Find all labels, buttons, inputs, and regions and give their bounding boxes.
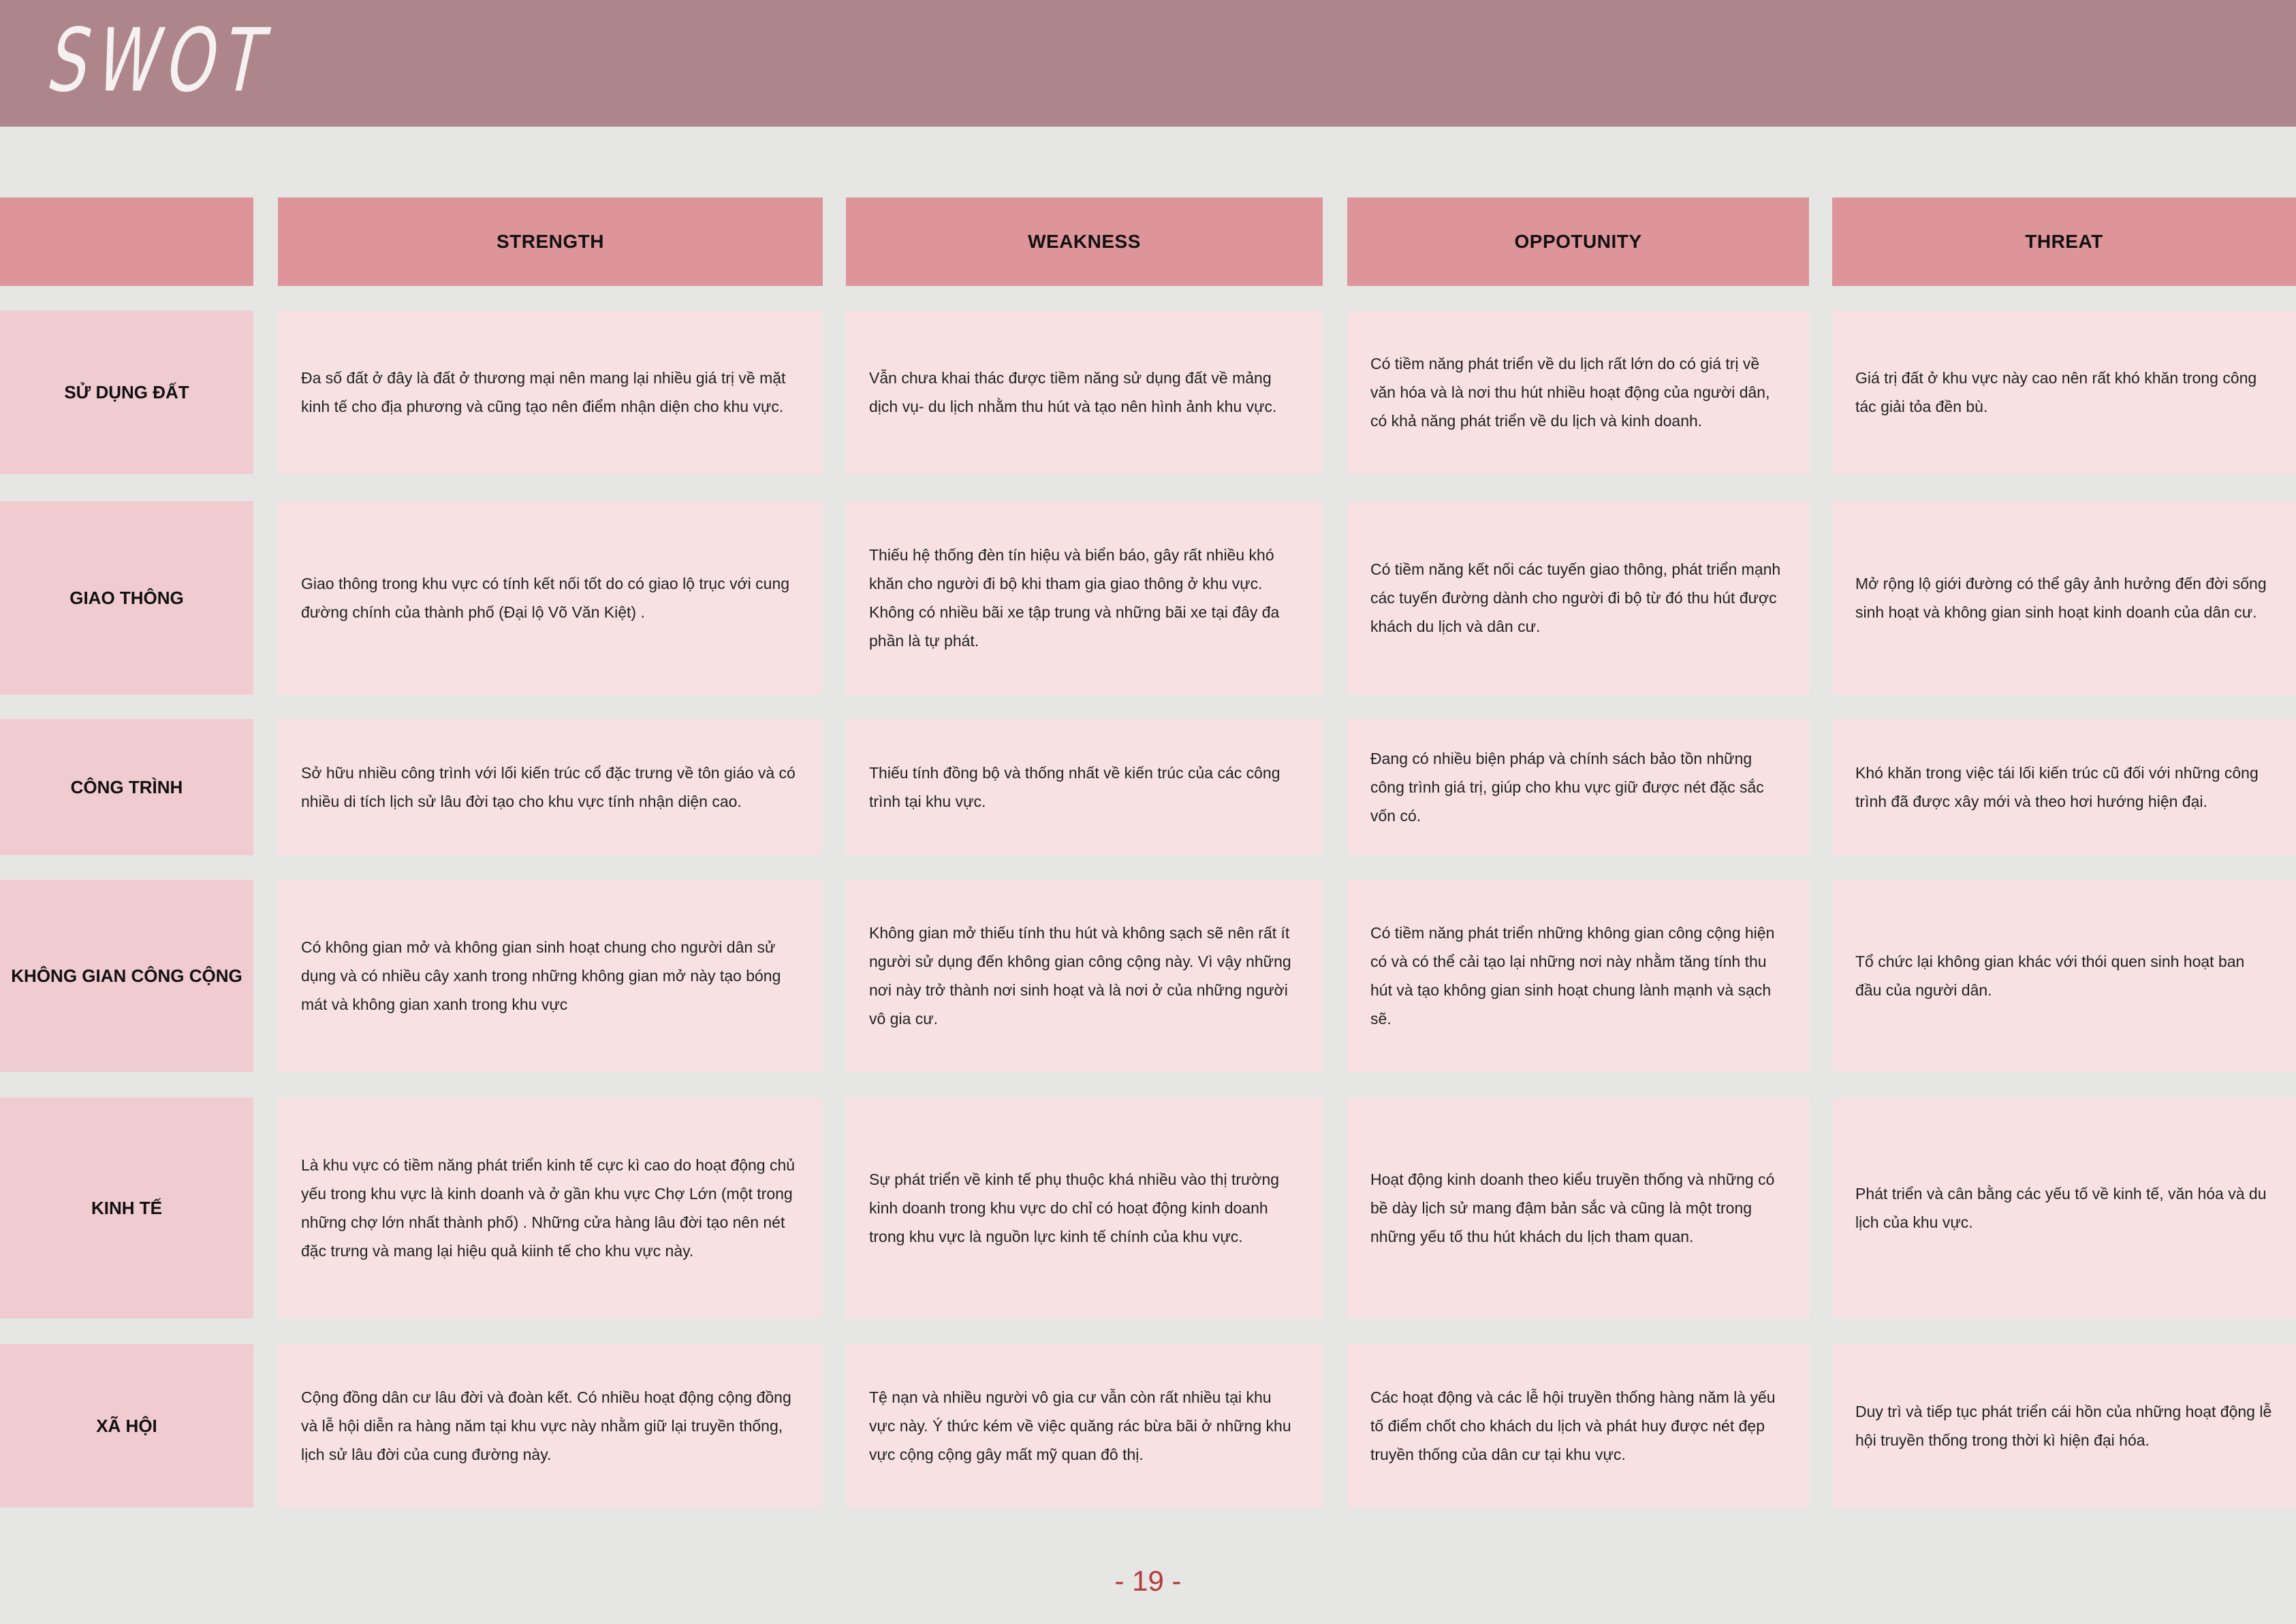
cell-land-use-opportunity bbox=[1347, 311, 1809, 474]
cell-text: Vẫn chưa khai thác được tiềm năng sử dụng đất về mảng dịch vụ- du lịch nhằm thu hút và tạo nên hình ảnh khu vực. bbox=[869, 369, 1277, 415]
cell-text: Mở rộng lộ giới đường có thể gây ảnh hưởng đến đời sống sinh hoạt và không gian sinh hoạt kinh doanh của dân cư. bbox=[1855, 575, 2267, 621]
cell-text: Là khu vực có tiềm năng phát triển kinh tế cực kì cao do hoạt động chủ yếu trong khu vực là kinh doanh và ở gần khu vực Chợ Lớn (một trong những chợ lớn nhất thành phố) . Những cửa hàng lâu đời tạo nên nét đặc trưng và mang lại hiệu quả kiinh tế cho khu vực này. bbox=[301, 1156, 796, 1260]
cell-land-use-strength bbox=[278, 311, 823, 474]
cell-buildings-strength bbox=[278, 719, 823, 855]
cell-buildings-threat bbox=[1832, 719, 2296, 855]
cell-society-threat bbox=[1832, 1344, 2296, 1508]
cell-society-strength bbox=[278, 1344, 823, 1508]
cell-traffic-opportunity bbox=[1347, 501, 1809, 695]
header-strength: STRENGTH bbox=[278, 197, 823, 286]
cell-society-opportunity bbox=[1347, 1344, 1809, 1508]
cell-text: Phát triển và cân bằng các yếu tố về kinh tế, văn hóa và du lịch của khu vực. bbox=[1855, 1185, 2267, 1231]
cell-public-space-opportunity bbox=[1347, 880, 1809, 1072]
cell-text: Tổ chức lại không gian khác với thói quen sinh hoạt ban đầu của người dân. bbox=[1855, 953, 2245, 999]
header-corner-cell bbox=[0, 197, 253, 286]
cell-traffic-threat bbox=[1832, 501, 2296, 695]
cell-text: Có tiềm năng phát triển về du lịch rất lớn do có giá trị về văn hóa và là nơi thu hút nhiều hoạt động của người dân, có khả năng phát triển về du lịch và kinh doanh. bbox=[1370, 355, 1770, 430]
cell-text: Các hoạt động và các lễ hội truyền thống hàng năm là yếu tố điểm chốt cho khách du lịch và phát huy được nét đẹp truyền thống của dân cư tại khu vực. bbox=[1370, 1388, 1776, 1463]
cell-text: Thiếu hệ thống đèn tín hiệu và biển báo, gây rất nhiều khó khăn cho người đi bộ khi tham gia giao thông ở khu vực. Không có nhiều bãi xe tập trung và những bãi xe tại đây đa phần là tự phát. bbox=[869, 546, 1280, 650]
cell-traffic-strength bbox=[278, 501, 823, 695]
header-banner bbox=[0, 0, 2296, 127]
cell-traffic-weakness bbox=[846, 501, 1323, 695]
cell-text: Không gian mở thiếu tính thu hút và không sạch sẽ nên rất ít người sử dụng đến không gian công cộng này. Vì vậy những nơi này trở thành nơi sinh hoạt và là nơi ở của những người vô gia cư. bbox=[869, 924, 1291, 1028]
cell-text: Sự phát triển về kinh tế phụ thuộc khá nhiều vào thị trường kinh doanh trong khu vực do chỉ có hoạt động kinh doanh trong khu vực là nguồn lực kinh tế chính của khu vực. bbox=[869, 1171, 1280, 1245]
cell-public-space-weakness bbox=[846, 880, 1323, 1072]
cell-text: Cộng đồng dân cư lâu đời và đoàn kết. Có nhiều hoạt động cộng đồng và lễ hội diễn ra hàng năm tại khu vực này nhằm giữ lại truyền thống, lịch sử lâu đời của cung đường này. bbox=[301, 1388, 791, 1463]
page-title: SWOT bbox=[40, 10, 283, 112]
cell-land-use-threat bbox=[1832, 311, 2296, 474]
cell-text: Giá trị đất ở khu vực này cao nên rất khó khăn trong công tác giải tỏa đền bù. bbox=[1855, 369, 2257, 415]
cell-text: Có không gian mở và không gian sinh hoạt chung cho người dân sử dụng và có nhiều cây xanh trong những không gian mở này tạo bóng mát và không gian xanh trong khu vực bbox=[301, 938, 781, 1013]
row-label-land-use: SỬ DỤNG ĐẤT bbox=[0, 311, 253, 474]
cell-text: Hoạt động kinh doanh theo kiểu truyền thống và những có bề dày lịch sử mang đậm bản sắc và cũng là một trong những yếu tố thu hút khách du lịch tham quan. bbox=[1370, 1171, 1775, 1245]
cell-text: Khó khăn trong việc tái lối kiến trúc cũ đối với những công trình đã được xây mới và theo hơi hướng hiện đại. bbox=[1855, 764, 2259, 810]
cell-public-space-threat bbox=[1832, 880, 2296, 1072]
cell-text: Duy trì và tiếp tục phát triển cái hồn của những hoạt động lễ hội truyền thống trong thời kì hiện đại hóa. bbox=[1855, 1403, 2272, 1449]
cell-economy-opportunity bbox=[1347, 1098, 1809, 1318]
row-label-public-space: KHÔNG GIAN CÔNG CỘNG bbox=[0, 880, 253, 1072]
row-label-buildings: CÔNG TRÌNH bbox=[0, 719, 253, 855]
cell-economy-threat bbox=[1832, 1098, 2296, 1318]
header-threat: THREAT bbox=[1832, 197, 2296, 286]
cell-buildings-opportunity bbox=[1347, 719, 1809, 855]
cell-text: Giao thông trong khu vực có tính kết nối tốt do có giao lộ trục với cung đường chính của thành phố (Đại lộ Võ Văn Kiệt) . bbox=[301, 575, 790, 621]
cell-text: Thiếu tính đồng bộ và thống nhất về kiến trúc của các công trình tại khu vực. bbox=[869, 764, 1280, 810]
cell-society-weakness bbox=[846, 1344, 1323, 1508]
cell-text: Có tiềm năng phát triển những không gian công cộng hiện có và có thể cải tạo lại những nơi này nhằm tăng tính thu hút và tạo không gian sinh hoạt chung lành mạnh và sạch sẽ. bbox=[1370, 924, 1775, 1028]
cell-text: Tệ nạn và nhiều người vô gia cư vẫn còn rất nhiều tại khu vực này. Ý thức kém về việc quăng rác bừa bãi ở những khu vực cộng cộng gây mất mỹ quan đô thị. bbox=[869, 1388, 1291, 1463]
header-weakness: WEAKNESS bbox=[846, 197, 1323, 286]
cell-text: Đang có nhiều biện pháp và chính sách bảo tồn những công trình giá trị, giúp cho khu vực giữ được nét đặc sắc vốn có. bbox=[1370, 750, 1764, 825]
cell-economy-weakness bbox=[846, 1098, 1323, 1318]
cell-land-use-weakness bbox=[846, 311, 1323, 474]
row-label-traffic: GIAO THÔNG bbox=[0, 501, 253, 695]
cell-buildings-weakness bbox=[846, 719, 1323, 855]
cell-text: Sở hữu nhiều công trình với lối kiến trúc cổ đặc trưng về tôn giáo và có nhiều di tích lịch sử lâu đời tạo cho khu vực tính nhận diện cao. bbox=[301, 764, 796, 810]
cell-text: Có tiềm năng kết nối các tuyến giao thông, phát triển mạnh các tuyến đường dành cho người đi bộ từ đó thu hút được khách du lịch và dân cư. bbox=[1370, 560, 1781, 635]
row-label-economy: KINH TẾ bbox=[0, 1098, 253, 1318]
header-opportunity: OPPOTUNITY bbox=[1347, 197, 1809, 286]
cell-text: Đa số đất ở đây là đất ở thương mại nên mang lại nhiều giá trị về mặt kinh tế cho địa phương và cũng tạo nên điểm nhận diện cho khu vực. bbox=[301, 369, 786, 415]
page-number: - 19 - bbox=[1114, 1565, 1182, 1597]
cell-economy-strength bbox=[278, 1098, 823, 1318]
cell-public-space-strength bbox=[278, 880, 823, 1072]
row-label-society: XÃ HỘI bbox=[0, 1344, 253, 1508]
